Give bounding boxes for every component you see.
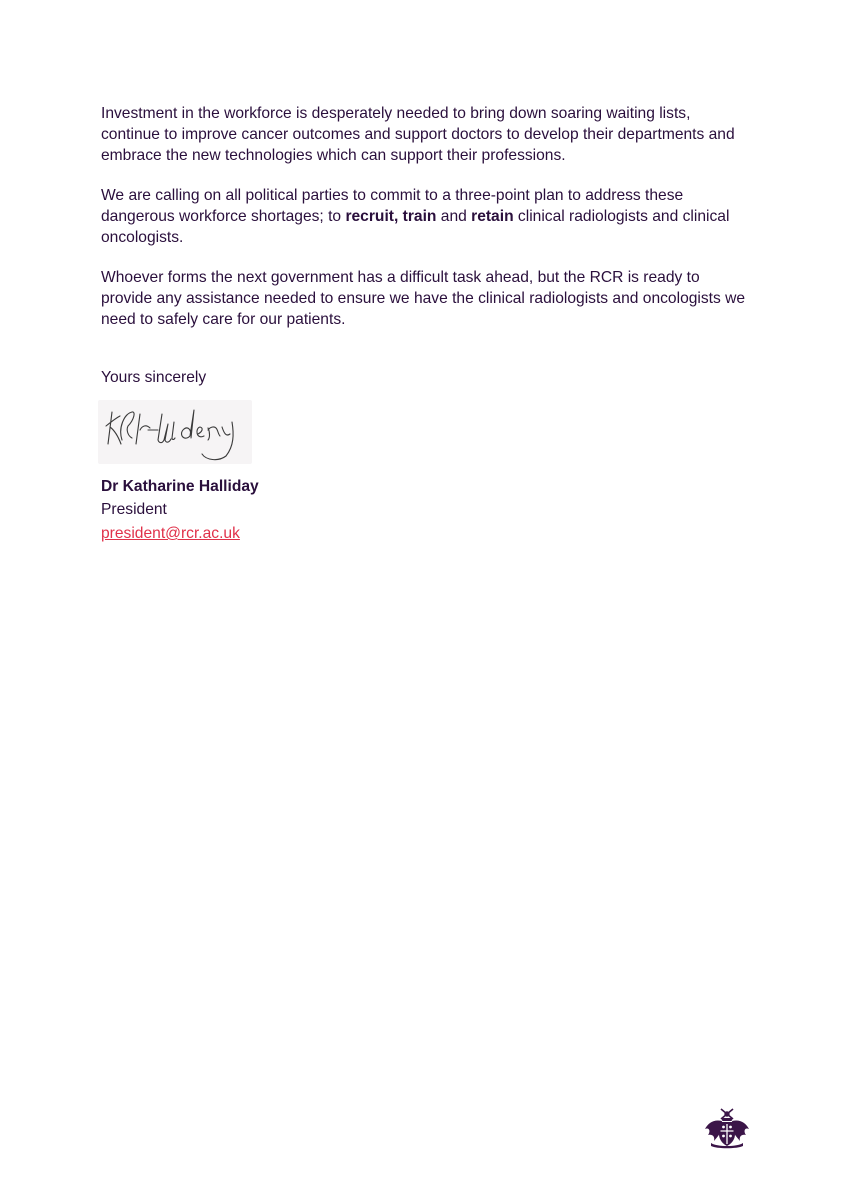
signer-email-link[interactable]: president@rcr.ac.uk [101, 525, 240, 542]
plan-text-before: We are calling on all political parties to commit to a three-point plan to address these dangerous workforce shortages; to [101, 187, 684, 225]
signer-name: Dr Katharine Halliday [101, 478, 259, 495]
crest-logo-icon [702, 1107, 752, 1149]
paragraph-three-point-plan [101, 185, 751, 248]
plan-bold-recruit-train: recruit, train [345, 208, 437, 225]
paragraph-workforce-investment: Investment in the workforce is desperately needed to bring down soaring waiting lists, continue to improve cancer outcomes and support doctors to develop their departments and embrace the new technologies which can support their professions. [101, 105, 735, 164]
signer-role: President [101, 501, 167, 518]
plan-text-after: clinical radiologists and clinical oncologists. [101, 208, 730, 246]
closing-salutation: Yours sincerely [101, 369, 207, 386]
paragraph-next-government: Whoever forms the next government has a difficult task ahead, but the RCR is ready to provide any assistance needed to ensure we have the clinical radiologists and oncologists we need to safely care for our patients. [101, 269, 746, 328]
handwritten-signature-icon [98, 400, 252, 464]
college-crest-icon [702, 1107, 752, 1149]
plan-bold-retain: retain [471, 208, 514, 225]
signature-image [98, 400, 252, 464]
plan-text-middle: and [436, 208, 472, 225]
